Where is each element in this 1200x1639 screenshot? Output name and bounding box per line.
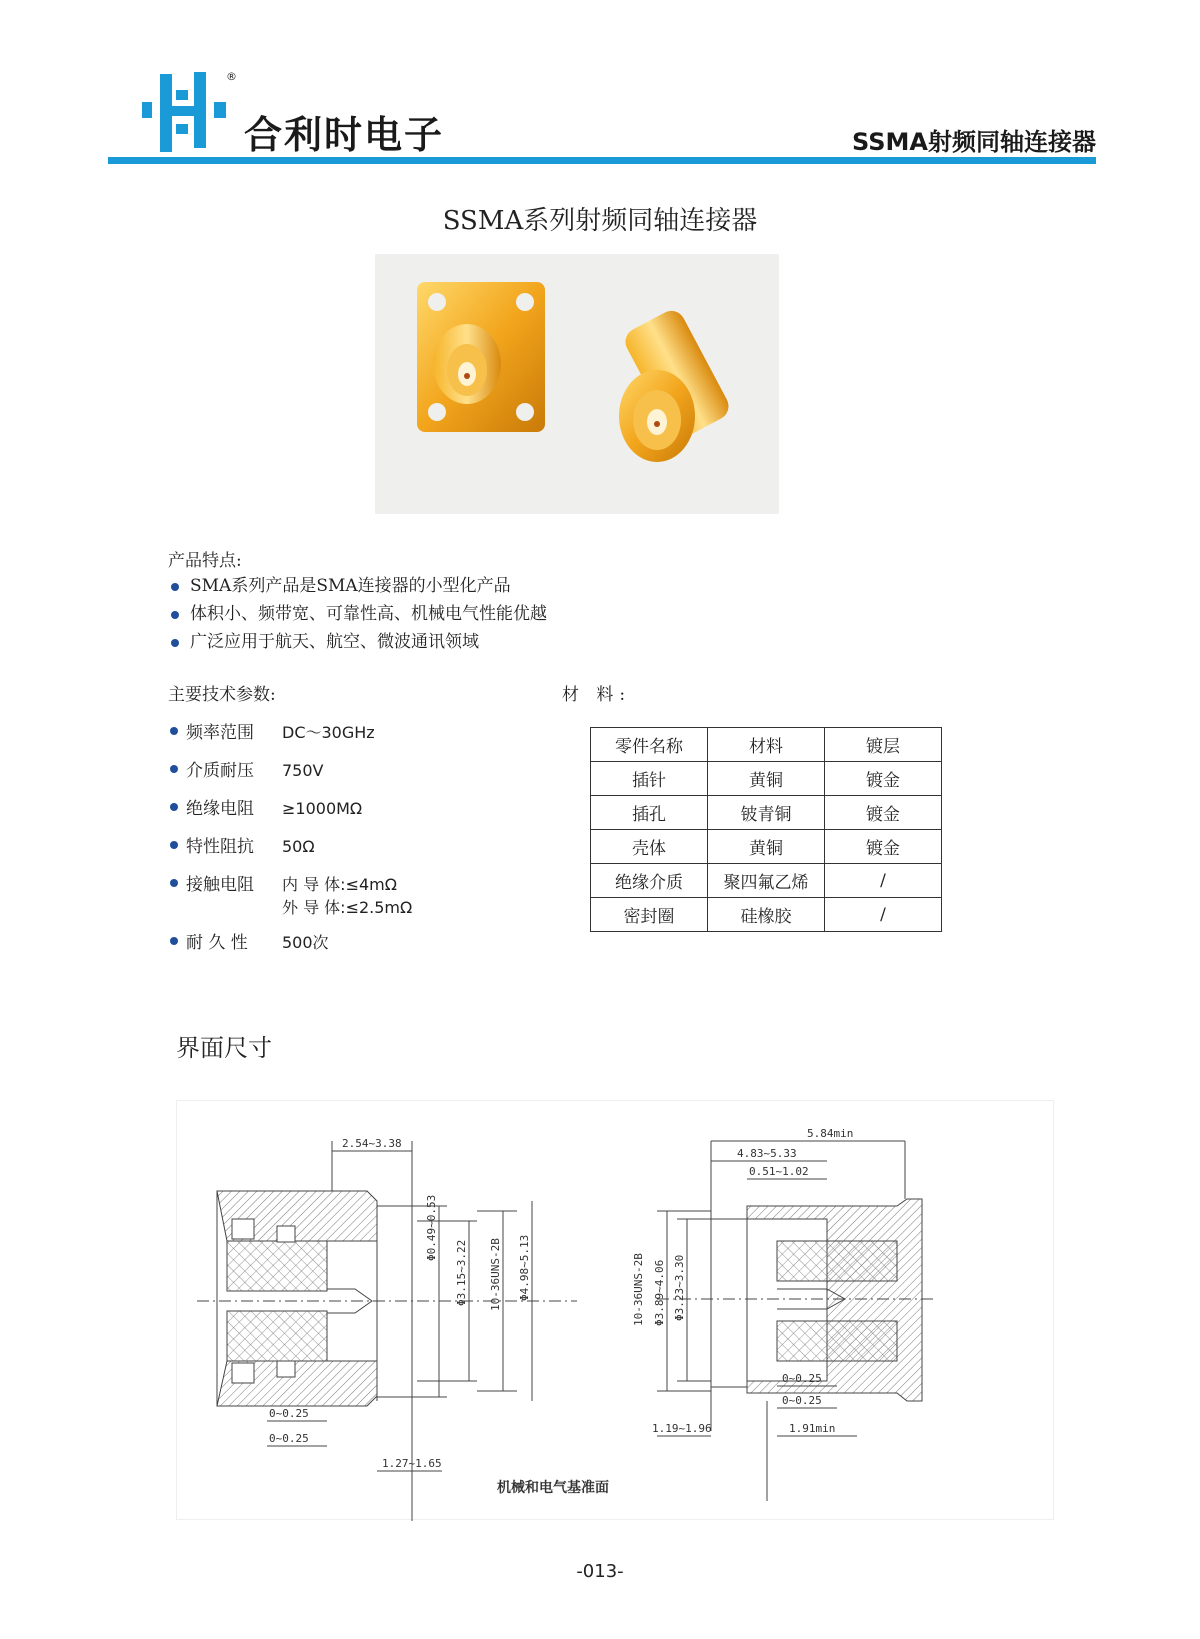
table-cell: /: [825, 864, 942, 898]
table-cell: 黄铜: [708, 762, 825, 796]
table-cell: 插针: [591, 762, 708, 796]
dim-label: Φ0.49~0.53: [425, 1194, 438, 1261]
registered-mark: ®: [226, 70, 237, 83]
param-value: 750V: [282, 761, 324, 780]
table-cell: 聚四氟乙烯: [708, 864, 825, 898]
feature-item: 体积小、频带宽、可靠性高、机械电气性能优越: [168, 600, 547, 628]
param-value: 500次: [282, 933, 329, 952]
param-value: 50Ω: [282, 837, 315, 856]
dim-label: 0~0.25: [782, 1394, 822, 1407]
dim-label: Φ4.98~5.13: [518, 1234, 531, 1301]
param-label: 介质耐压: [186, 761, 254, 781]
table-cell: 镀金: [825, 796, 942, 830]
materials-table: [590, 727, 942, 932]
table-header: 零件名称: [591, 728, 708, 762]
table-cell: 密封圈: [591, 898, 708, 932]
dim-label: 0~0.25: [269, 1432, 309, 1445]
page-title: SSMA系列射频同轴连接器: [442, 206, 758, 236]
dim-label: 1.91min: [789, 1422, 836, 1435]
drawing-caption: 机械和电气基准面: [497, 1480, 609, 1496]
param-value: DC～30GHz: [282, 723, 375, 742]
dim-label: 5.84min: [807, 1127, 854, 1140]
table-header-row: [591, 728, 942, 762]
feature-item: 广泛应用于航天、航空、微波通讯领域: [168, 628, 547, 656]
dim-label: 4.83~5.33: [737, 1147, 797, 1160]
param-impedance: [168, 832, 315, 857]
table-cell: /: [825, 898, 942, 932]
feature-item: SMA系列产品是SMA连接器的小型化产品: [168, 572, 547, 600]
header-divider: [108, 157, 1096, 164]
table-header: 材料: [708, 728, 825, 762]
dim-label: Φ3.15~3.22: [455, 1239, 468, 1306]
product-photo: [375, 254, 779, 514]
table-cell: 插孔: [591, 796, 708, 830]
brand-name: 合利时电子: [244, 113, 445, 157]
table-cell: 镀金: [825, 830, 942, 864]
table-cell: 绝缘介质: [591, 864, 708, 898]
company-logo-icon: [142, 72, 234, 154]
dim-label: Φ3.89~4.06: [653, 1259, 666, 1326]
features-title: 产品特点:: [168, 551, 242, 571]
dim-label: 10-36UNS-2B: [489, 1238, 502, 1311]
param-label: 频率范围: [186, 723, 254, 743]
param-dielectric-voltage: [168, 756, 323, 781]
param-label: 耐 久 性: [186, 933, 248, 953]
features-list: [168, 572, 547, 656]
dim-label: Φ3.23~3.30: [673, 1254, 686, 1321]
param-label: 绝缘电阻: [186, 799, 254, 819]
table-row: [591, 796, 942, 830]
dim-label: 1.19~1.96: [652, 1422, 712, 1435]
dim-label: 0~0.25: [269, 1407, 309, 1420]
table-cell: 铍青铜: [708, 796, 825, 830]
param-value: ≥1000MΩ: [282, 799, 363, 818]
section-label: SSMA射频同轴连接器: [852, 128, 1096, 156]
table-row: [591, 830, 942, 864]
page-number: -013-: [576, 1561, 624, 1582]
dim-label: 10-36UNS-2B: [632, 1253, 645, 1326]
param-insulation-resistance: [168, 794, 362, 819]
params-title: 主要技术参数:: [168, 685, 276, 705]
table-cell: 壳体: [591, 830, 708, 864]
table-row: [591, 864, 942, 898]
table-cell: 黄铜: [708, 830, 825, 864]
dim-label: 2.54~3.38: [342, 1137, 402, 1150]
table-row: [591, 762, 942, 796]
param-frequency: [168, 718, 375, 743]
param-contact-resistance: [168, 870, 397, 895]
param-durability: [168, 928, 329, 953]
dimension-drawing: [176, 1100, 1054, 1520]
dim-label: 1.27~1.65: [382, 1457, 442, 1470]
dim-label: 0.51~1.02: [749, 1165, 809, 1178]
param-value-outer: 外 导 体:≤2.5mΩ: [282, 898, 413, 917]
dim-label: 0~0.25: [782, 1372, 822, 1385]
table-header: 镀层: [825, 728, 942, 762]
param-label: 特性阻抗: [186, 837, 254, 857]
right-connector-drawing: [657, 1141, 937, 1501]
table-cell: 镀金: [825, 762, 942, 796]
table-row: [591, 898, 942, 932]
dimensions-title: 界面尺寸: [176, 1034, 272, 1062]
materials-title: 材 料:: [562, 685, 632, 705]
param-value: 内 导 体:≤4mΩ: [282, 875, 397, 894]
param-label: 接触电阻: [186, 875, 254, 895]
table-cell: 硅橡胶: [708, 898, 825, 932]
